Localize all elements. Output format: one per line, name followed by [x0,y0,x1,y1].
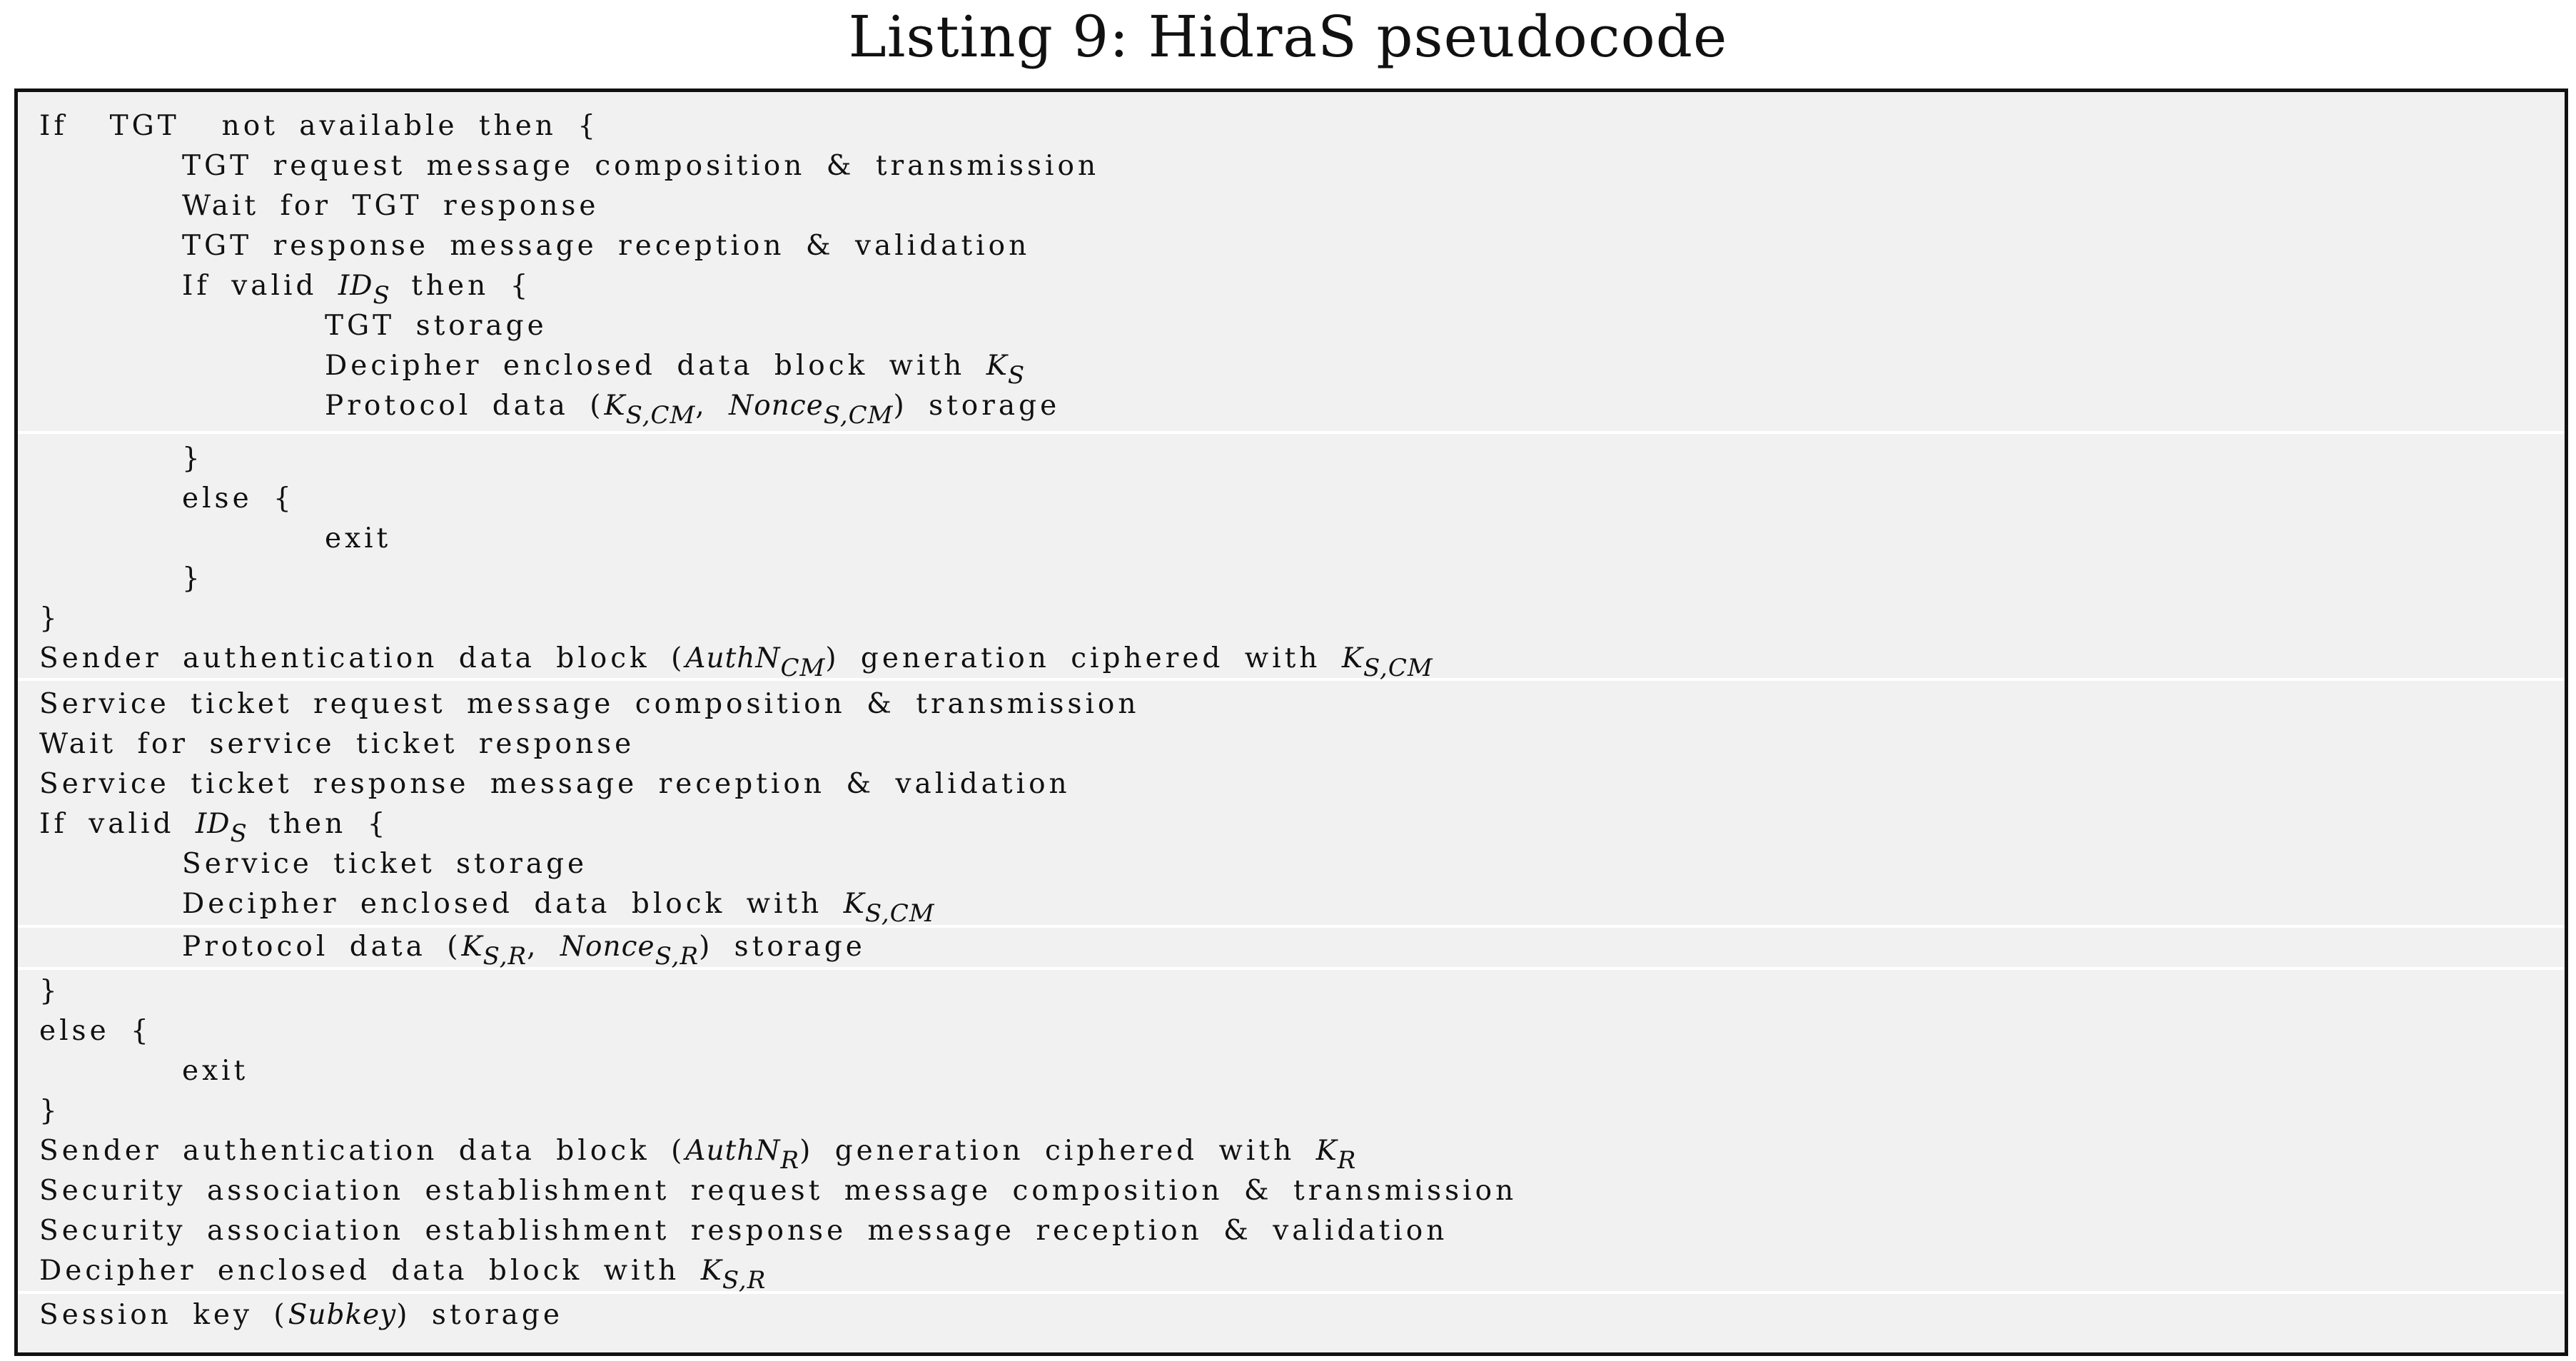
code-line [39,804,389,848]
line-separator [18,967,2565,970]
code-text: exit [182,1055,249,1087]
math-subscript [865,899,935,928]
code-text: TGT request message composition & transmission [182,150,1100,182]
code-line [39,439,203,479]
math-subscript-text: S,R [655,942,699,971]
math-subscript-text: S [230,819,248,848]
code-text: ) storage [699,931,866,963]
code-text: , [695,390,729,422]
code-text: ) storage [893,390,1061,422]
math-symbol: Nonce [560,931,655,963]
math-symbol: K [700,1255,722,1287]
math-subscript-text: S,CM [1363,654,1433,682]
math-subscript [231,819,248,848]
code-text: then { [247,808,389,840]
math-symbol: AuthN [685,642,781,674]
code-line [39,559,203,599]
code-line [39,1295,563,1335]
math-subscript [1338,1146,1357,1175]
line-separator [18,1291,2565,1294]
code-text: } [39,1095,61,1127]
math-subscript [626,401,696,430]
math-subscript-text: S,CM [823,401,894,430]
code-line [39,479,295,519]
code-text: If valid [39,808,196,840]
code-text: If TGT not available then { [39,110,600,142]
code-text: then { [390,270,532,302]
code-line [39,1091,61,1131]
code-line [39,724,635,764]
code-line [39,971,61,1011]
math-subscript-text: R [780,1146,800,1175]
math-subscript [780,1146,799,1175]
code-text: Protocol data ( [182,931,462,963]
code-text: exit [325,522,392,555]
code-line [39,226,1030,266]
code-text: Service ticket storage [182,848,588,880]
math-subscript-text: S [373,281,390,310]
math-subscript-text: S,R [722,1266,767,1295]
line-separator [18,431,2565,434]
math-subscript [373,281,390,310]
math-symbol: K [461,931,483,963]
code-line [39,844,587,884]
math-subscript [722,1266,767,1295]
code-text: ) storage [396,1299,563,1331]
code-line [39,927,866,971]
code-text: Wait for service ticket response [39,728,635,760]
code-text: Security association establishment request message composition & transmission [39,1175,1517,1207]
code-text: Service ticket request message composition & transmission [39,688,1140,720]
code-text: Decipher enclosed data block with [182,888,844,920]
code-text: } [182,562,203,595]
math-subscript-text: R [1337,1146,1357,1175]
code-line [39,1011,152,1051]
code-line [39,186,599,226]
code-text: TGT storage [325,310,547,342]
code-line [39,1211,1448,1251]
math-symbol: AuthN [685,1135,781,1167]
math-symbol: K [1341,642,1363,674]
code-text: else { [182,482,295,515]
math-symbol: ID [195,808,231,840]
code-text: } [182,442,203,475]
math-subscript-text: S,CM [864,899,935,928]
code-line [39,386,1061,430]
math-symbol: Subkey [288,1299,397,1331]
math-subscript [655,942,699,971]
math-subscript [1363,654,1433,682]
math-subscript [483,942,527,971]
code-text: , [527,931,560,963]
math-symbol: Nonce [729,390,824,422]
code-text: Decipher enclosed data block with [325,350,986,382]
code-line [39,1171,1517,1211]
math-symbol: K [604,390,626,422]
math-subscript-text: CM [780,654,826,682]
code-text: Sender authentication data block ( [39,642,686,674]
math-subscript-text: S [1007,361,1026,390]
code-text: If valid [182,270,338,302]
math-subscript [824,401,894,430]
code-line [39,599,61,639]
code-text: TGT response message reception & validation [182,230,1031,262]
math-symbol: K [1315,1135,1338,1167]
code-text: Protocol data ( [325,390,605,422]
code-line [39,1251,767,1295]
code-text: Session key ( [39,1299,288,1331]
math-subscript [1008,361,1025,390]
code-line [39,266,532,310]
code-line [39,146,1099,186]
code-line [39,1131,1357,1175]
code-line [39,306,547,346]
code-text: Decipher enclosed data block with [39,1255,701,1287]
code-line [39,106,599,146]
code-text: } [39,602,61,634]
math-symbol: K [986,350,1008,382]
code-line [39,764,1071,804]
code-text: Sender authentication data block ( [39,1135,686,1167]
code-text: Service ticket response message reception & validation [39,768,1071,800]
code-text: } [39,975,61,1007]
code-line [39,346,1026,390]
code-line [39,884,935,928]
code-text: ) generation ciphered with [799,1135,1316,1167]
code-text: Security association establishment response message reception & validation [39,1215,1448,1247]
math-symbol: ID [338,270,373,302]
math-subscript-text: S,R [483,942,527,971]
code-line [39,519,391,559]
code-text: else { [39,1015,152,1047]
code-text: ) generation ciphered with [825,642,1342,674]
code-line [39,684,1140,724]
math-subscript [780,654,825,682]
code-text: Wait for TGT response [182,190,600,222]
math-subscript-text: S,CM [625,401,696,430]
math-symbol: K [843,888,865,920]
code-line [39,1051,248,1091]
listing-caption: Listing 9: HidraS pseudocode [848,4,1728,70]
code-line [39,639,1433,682]
pseudocode-listing [14,88,2568,1356]
